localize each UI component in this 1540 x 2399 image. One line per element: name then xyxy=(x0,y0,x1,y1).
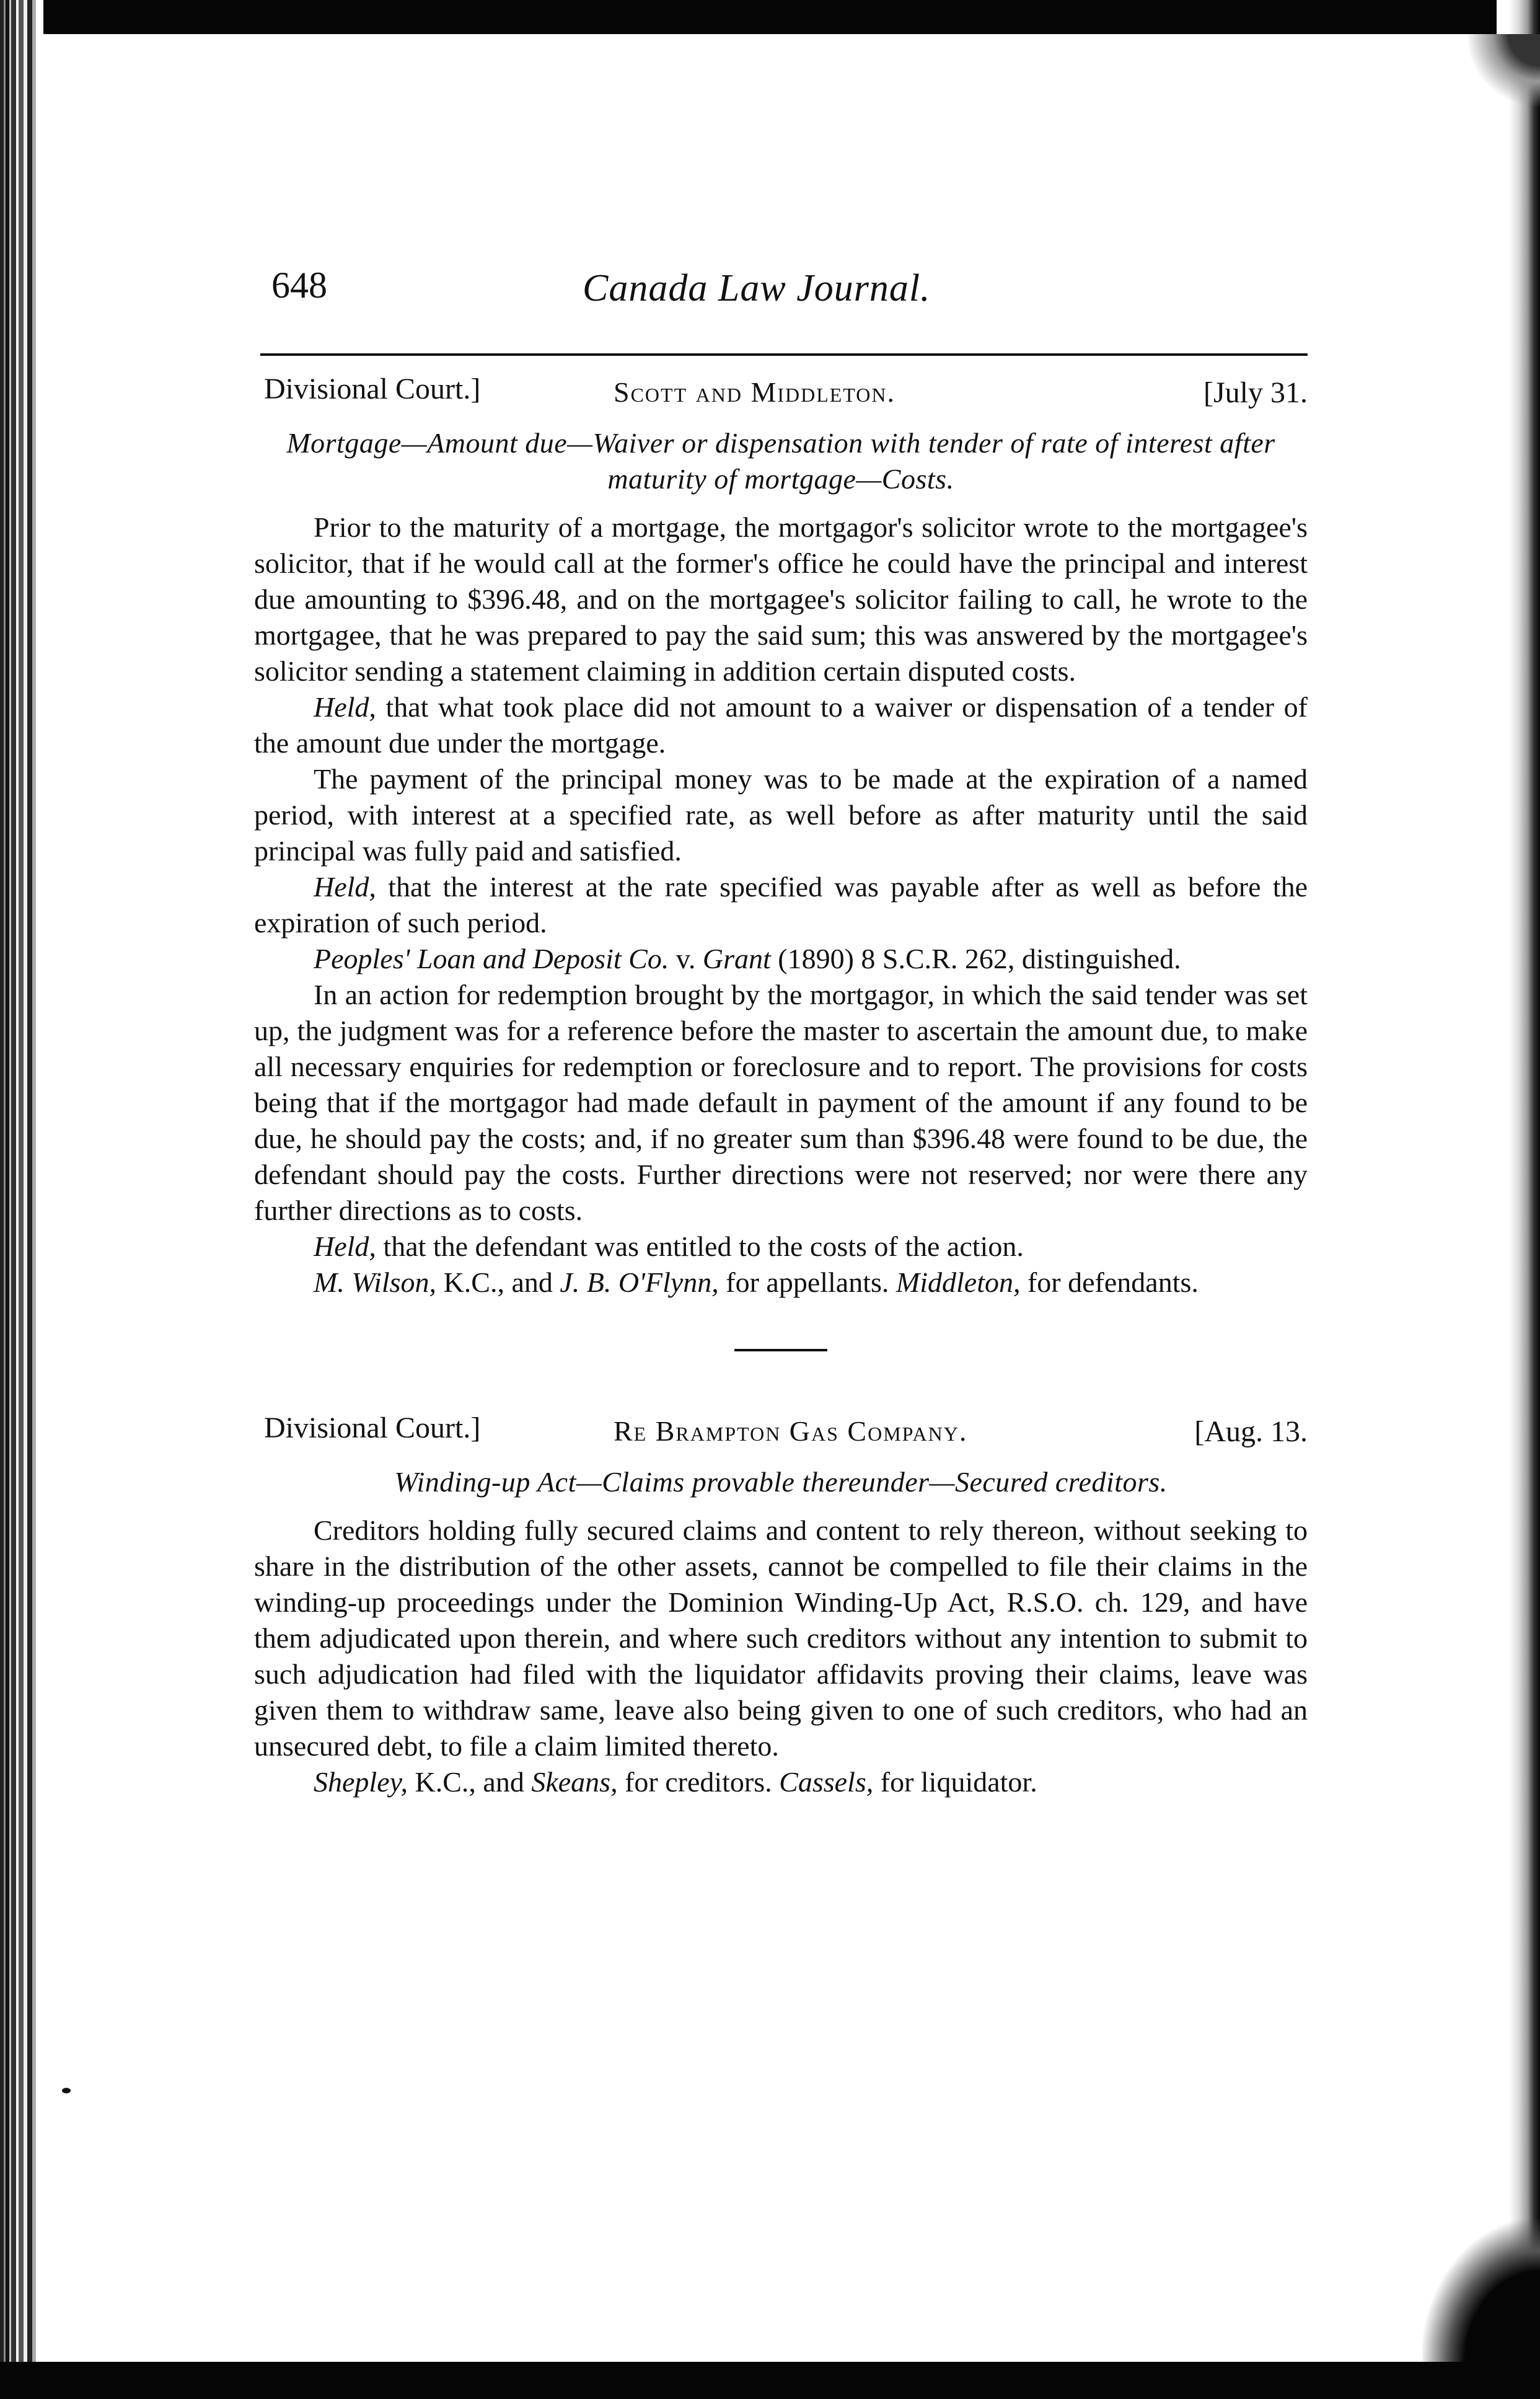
scan-border-right xyxy=(1497,0,1540,2399)
counsel-name: J. B. O'Flynn, xyxy=(560,1266,719,1298)
page-number: 648 xyxy=(271,265,327,306)
paragraph xyxy=(254,1229,1308,1265)
case-parties: Scott and Middleton. xyxy=(614,376,896,408)
paragraph-text: for creditors. xyxy=(617,1766,780,1798)
case-date: [Aug. 13. xyxy=(1194,1415,1308,1448)
running-header xyxy=(254,260,1308,329)
paragraph-text: that the defendant was entitled to the costs of the action. xyxy=(376,1230,1024,1262)
paragraph xyxy=(254,941,1308,977)
scan-border-bottom xyxy=(0,2362,1540,2399)
journal-page xyxy=(254,260,1308,1800)
section-separator xyxy=(734,1349,827,1351)
counsel-line xyxy=(254,1764,1308,1800)
page-corner-shadow-bottom xyxy=(1422,2219,1540,2362)
page-corner-shadow-top xyxy=(1466,34,1540,108)
paragraph-text: for liquidator. xyxy=(873,1766,1037,1798)
journal-title: Canada Law Journal. xyxy=(583,267,931,309)
court-name: Divisional Court.] xyxy=(264,373,481,405)
counsel-name: Shepley, xyxy=(314,1766,408,1798)
case-scott-middleton xyxy=(254,372,1308,1301)
paragraph-text: for appellants. xyxy=(718,1266,896,1298)
paragraph-text: K.C., and xyxy=(408,1766,532,1798)
paragraph-text: K.C., and xyxy=(436,1266,560,1298)
case-heading xyxy=(254,372,1308,422)
case-parties: Re Brampton Gas Company. xyxy=(614,1415,968,1447)
paragraph: In an action for redemption brought by the mortgagor, in which the said tender was set up, the judgment was for a reference before the master to ascertain the amount due, to make all necessary enquiries for redemption or foreclosure and to report. The provisions for costs being that if the mortgagor had made default in payment of the amount if any found to be due, he should pay the costs; and, if no greater sum than $396.48 were found to be due, the defendant should pay the costs. Further directions were not reserved; nor were there any further directions as to costs. xyxy=(254,979,1308,1226)
book-spine-edge xyxy=(0,0,43,2399)
case-topic: Mortgage—Amount due—Waiver or dispensation with tender of rate of interest after maturity of mortgage—Costs. xyxy=(286,427,1275,495)
paragraph: Prior to the maturity of a mortgage, the mortgagor's solicitor wrote to the mortgagee's solicitor, that if he would call at the former's office he could have the principal and interest due amounting to $396.48, and on the mortgagee's solicitor failing to call, he wrote to the mortgagee, that he was prepared to pay the said sum; this was answered by the mortgagee's solicitor sending a statement claiming in addition certain disputed costs. xyxy=(254,511,1308,687)
paragraph xyxy=(254,689,1308,761)
case-heading xyxy=(254,1411,1308,1460)
case-re-brampton-gas xyxy=(254,1411,1308,1800)
paragraph-text: that the interest at the rate specified was payable after as well as before the expiration of such period. xyxy=(254,871,1308,939)
cited-case-name: Peoples' Loan and Deposit Co. xyxy=(314,943,669,974)
counsel-name: Skeans, xyxy=(531,1766,618,1798)
paragraph-text: (1890) 8 S.C.R. 262, distinguished. xyxy=(770,943,1181,974)
counsel-line xyxy=(254,1265,1308,1301)
paragraph: The payment of the principal money was to be made at the expiration of a named period, with interest at a specified rate, as well before as after maturity until the said principal was fully paid and satisfied. xyxy=(254,763,1308,867)
counsel-name: Cassels, xyxy=(779,1766,874,1798)
held-label: Held, xyxy=(314,691,376,723)
header-rule xyxy=(260,353,1308,356)
counsel-name: Middleton, xyxy=(895,1266,1021,1298)
case-date: [July 31. xyxy=(1203,376,1308,409)
paragraph xyxy=(254,869,1308,941)
paragraph-text: for defendants. xyxy=(1020,1266,1199,1298)
held-label: Held, xyxy=(314,871,376,903)
held-label: Held, xyxy=(314,1230,376,1262)
paragraph: Creditors holding fully secured claims and content to rely thereon, without seeking to share in the distribution of the other assets, cannot be compelled to file their claims in the winding-up proceedings under the Dominion Winding-Up Act, R.S.O. ch. 129, and have them adjudicated upon therein, and where such creditors without any intention to submit to such adjudication had filed with the liquidator affidavits proving their claims, leave was given them to withdraw same, leave also being given to one of such creditors, who had an unsecured debt, to file a claim limited thereto. xyxy=(254,1514,1308,1762)
ink-blot xyxy=(62,2088,71,2093)
case-topic: Winding-up Act—Claims provable thereunder—Secured creditors. xyxy=(394,1466,1168,1498)
counsel-name: M. Wilson, xyxy=(314,1266,437,1298)
court-name: Divisional Court.] xyxy=(264,1412,481,1444)
paragraph-text: v. xyxy=(669,943,703,974)
paragraph-text: that what took place did not amount to a waiver or dispensation of a tender of the amount due under the mortgage. xyxy=(254,691,1308,759)
scan-border-top xyxy=(0,0,1540,34)
cited-case-party: Grant xyxy=(702,943,771,974)
